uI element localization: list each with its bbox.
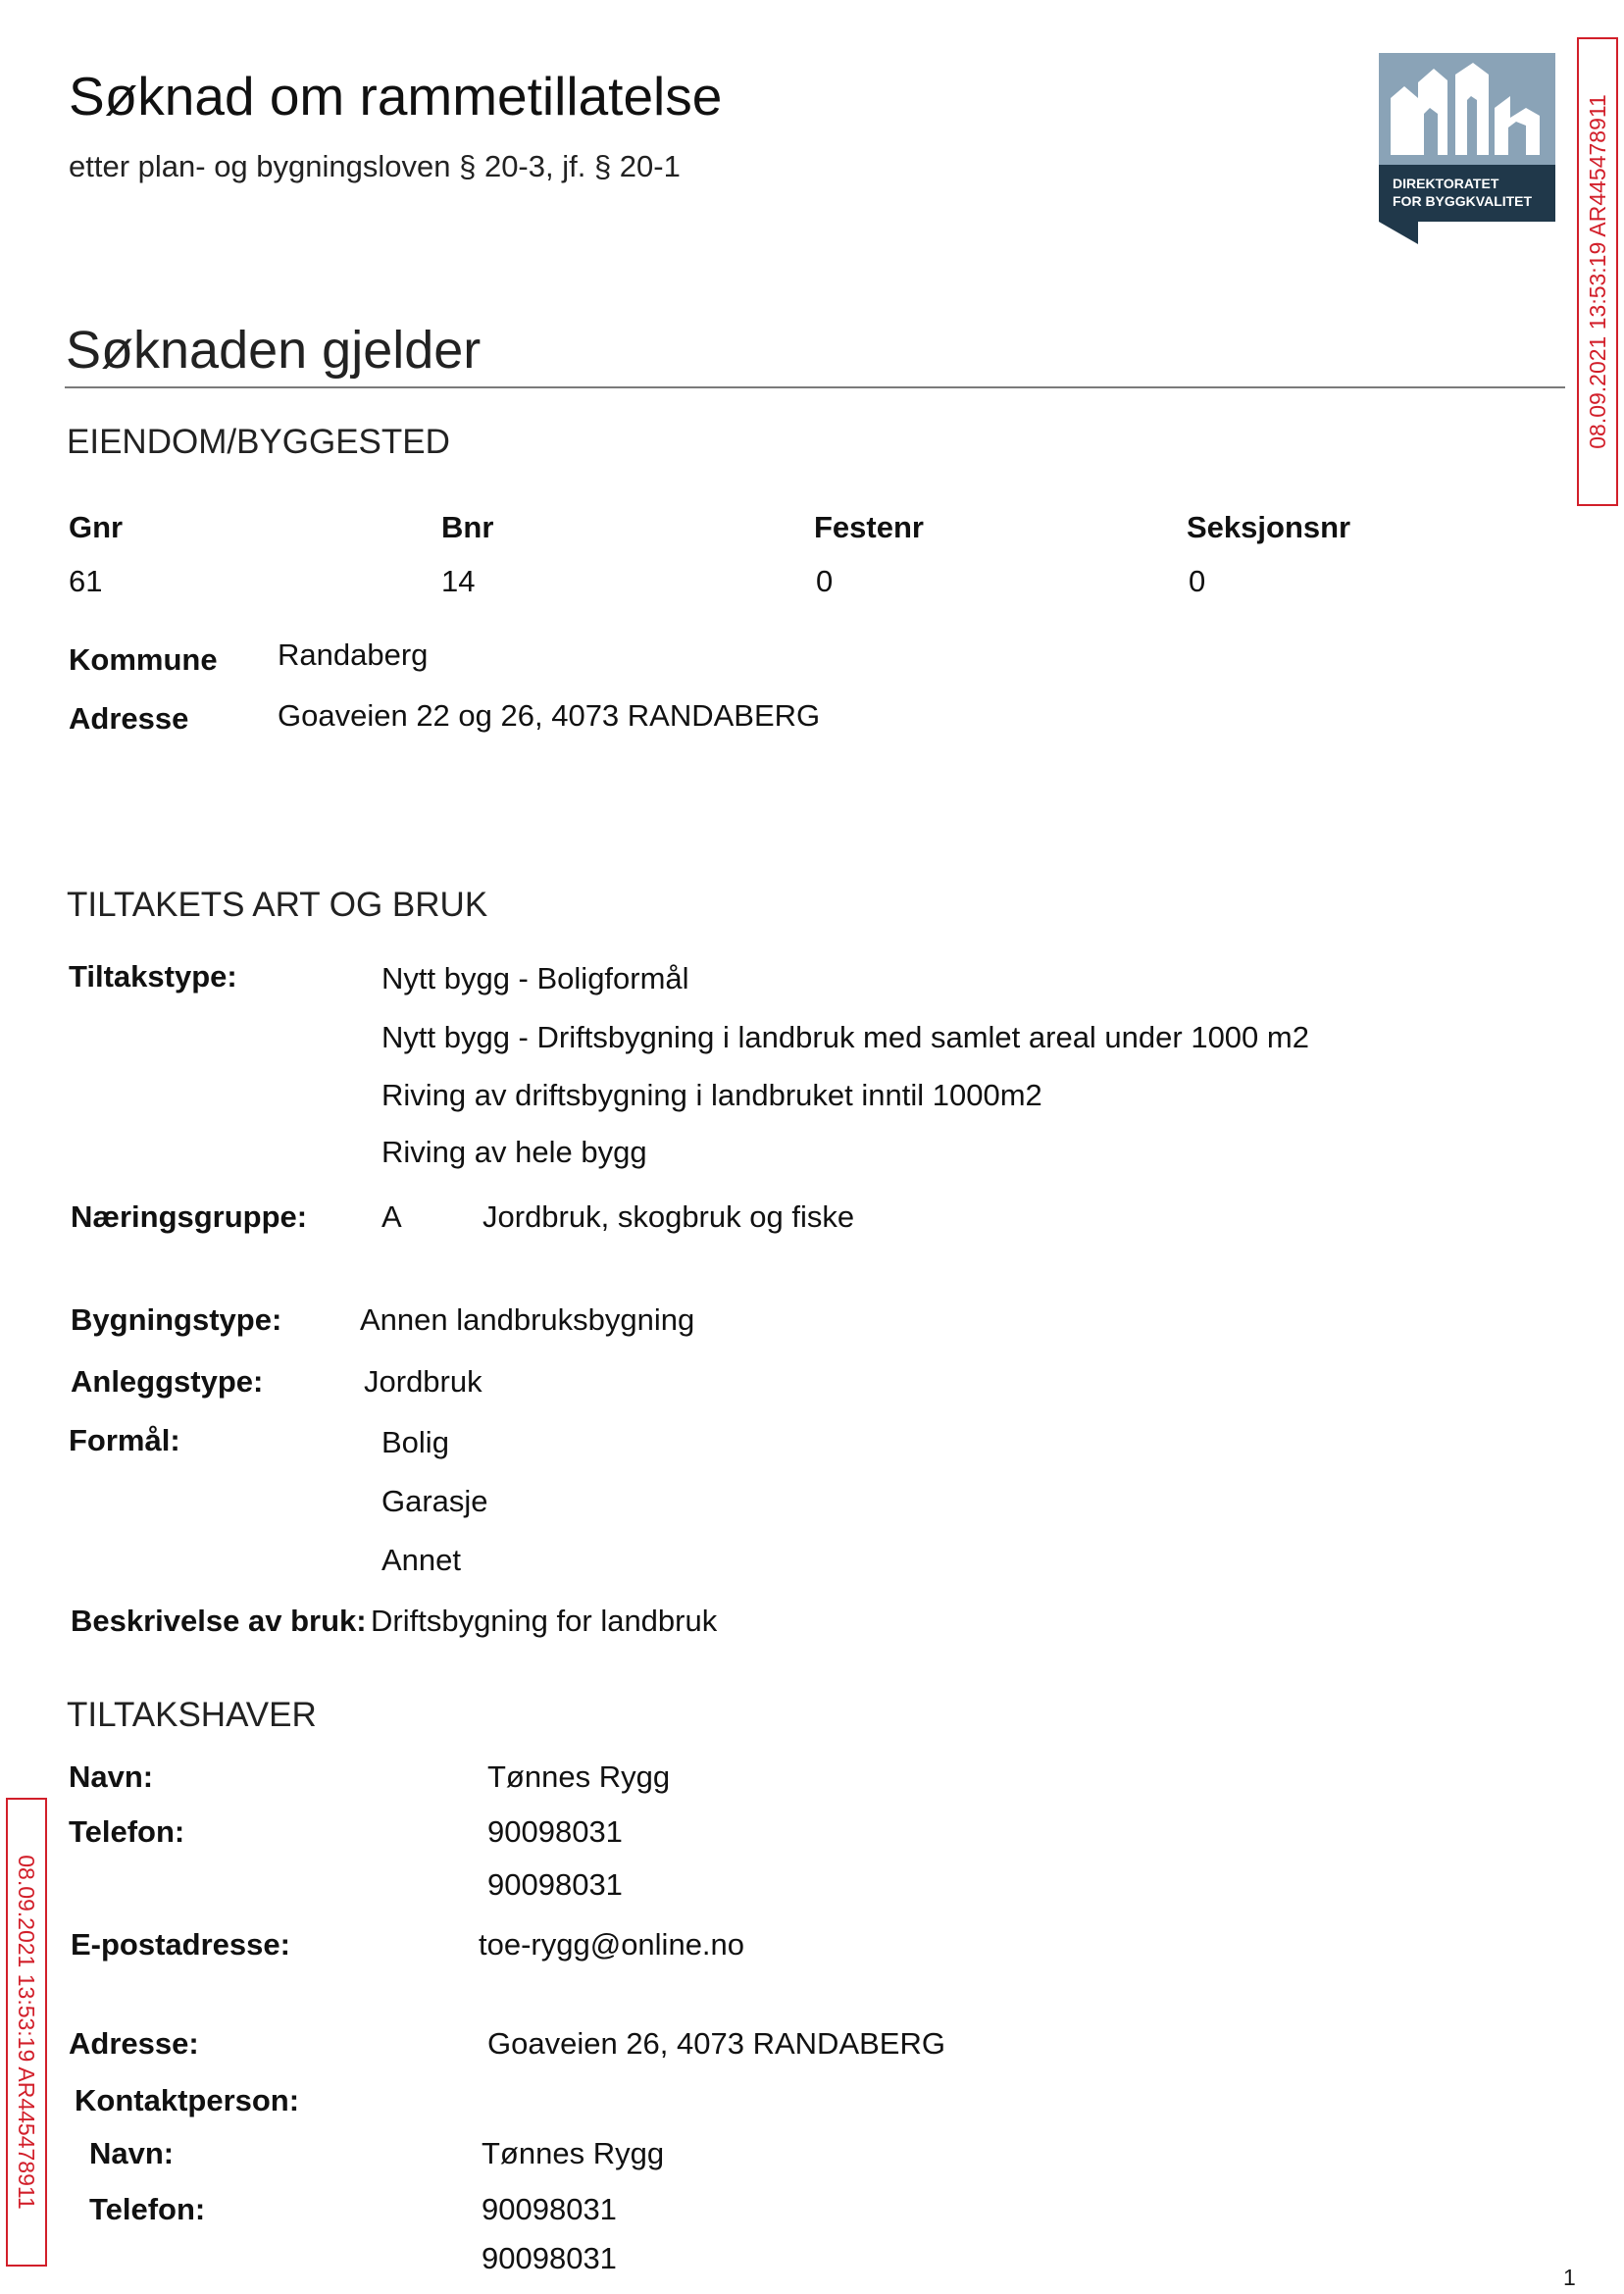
bnr-label: Bnr — [441, 510, 494, 544]
bygningstype-label: Bygningstype: — [71, 1302, 282, 1337]
kontaktperson-label: Kontaktperson: — [75, 2083, 300, 2117]
kommune-label: Kommune — [69, 642, 218, 677]
kontaktperson-telefon-label: Telefon: — [89, 2192, 206, 2226]
bnr-value: 14 — [441, 564, 476, 598]
tiltakshaver-adresse-value: Goaveien 26, 4073 RANDABERG — [487, 2026, 945, 2061]
kommune-value: Randaberg — [278, 637, 429, 672]
formal-item: Garasje — [381, 1484, 488, 1518]
tiltakshaver-navn-value: Tønnes Rygg — [487, 1759, 671, 1794]
naeringsgruppe-label: Næringsgruppe: — [71, 1199, 308, 1234]
tiltakshaver-navn-label: Navn: — [69, 1759, 154, 1794]
eiendom-heading: EIENDOM/BYGGESTED — [67, 423, 450, 461]
festenr-value: 0 — [816, 564, 834, 598]
tiltakstype-item: Nytt bygg - Boligformål — [381, 961, 689, 995]
gnr-label: Gnr — [69, 510, 124, 544]
naeringsgruppe-code: A — [381, 1199, 402, 1234]
bygningstype-value: Annen landbruksbygning — [360, 1302, 695, 1337]
anleggstype-value: Jordbruk — [364, 1364, 482, 1399]
tiltakstype-item: Riving av driftsbygning i landbruket inntil 1000m2 — [381, 1078, 1042, 1112]
adresse-label: Adresse — [69, 701, 189, 736]
kontaktperson-telefon-value: 90098031 — [482, 2241, 617, 2275]
adresse-value: Goaveien 22 og 26, 4073 RANDABERG — [278, 698, 821, 733]
section-heading: Søknaden gjelder — [66, 321, 482, 380]
tiltakshaver-telefon-label: Telefon: — [69, 1814, 185, 1849]
anleggstype-label: Anleggstype: — [71, 1364, 264, 1399]
tiltakstype-item: Nytt bygg - Driftsbygning i landbruk med samlet areal under 1000 m2 — [381, 1020, 1309, 1054]
receipt-stamp-bottom: 08.09.2021 13:53:19 AR445478911 — [6, 1798, 47, 2267]
beskrivelse-value: Driftsbygning for landbruk — [371, 1604, 718, 1638]
kontaktperson-navn-value: Tønnes Rygg — [482, 2136, 665, 2170]
formal-item: Bolig — [381, 1425, 449, 1459]
festenr-label: Festenr — [814, 510, 924, 544]
seksjonsnr-value: 0 — [1189, 564, 1206, 598]
page-number: 1 — [1563, 2265, 1576, 2290]
gnr-value: 61 — [69, 564, 103, 598]
kontaktperson-navn-label: Navn: — [89, 2136, 175, 2170]
kontaktperson-telefon-value: 90098031 — [482, 2192, 617, 2226]
dibk-logo — [1379, 53, 1555, 244]
tiltakshaver-epost-value: toe-rygg@online.no — [479, 1927, 745, 1962]
page-subtitle: etter plan- og bygningsloven § 20-3, jf. § 20-1 — [69, 149, 681, 183]
receipt-stamp-top: 08.09.2021 13:53:19 AR445478911 — [1577, 37, 1618, 506]
formal-label: Formål: — [69, 1423, 180, 1457]
seksjonsnr-label: Seksjonsnr — [1187, 510, 1351, 544]
page-title: Søknad om rammetillatelse — [69, 66, 723, 127]
naeringsgruppe-value: Jordbruk, skogbruk og fiske — [482, 1199, 855, 1234]
tiltakstype-item: Riving av hele bygg — [381, 1135, 647, 1169]
tiltakshaver-heading: TILTAKSHAVER — [67, 1696, 317, 1734]
tiltak-heading: TILTAKETS ART OG BRUK — [67, 886, 488, 924]
tiltakshaver-epost-label: E-postadresse: — [71, 1927, 290, 1962]
formal-item: Annet — [381, 1543, 462, 1577]
tiltakshaver-adresse-label: Adresse: — [69, 2026, 199, 2061]
section-divider — [65, 386, 1565, 388]
tiltakshaver-telefon-value: 90098031 — [487, 1814, 623, 1849]
logo-text-line-2: FOR BYGGKVALITET — [1393, 193, 1533, 209]
beskrivelse-label: Beskrivelse av bruk: — [71, 1604, 367, 1638]
logo-text-line-1: DIREKTORATET — [1393, 176, 1499, 191]
tiltakshaver-telefon-value: 90098031 — [487, 1867, 623, 1902]
tiltakstype-label: Tiltakstype: — [69, 959, 237, 994]
